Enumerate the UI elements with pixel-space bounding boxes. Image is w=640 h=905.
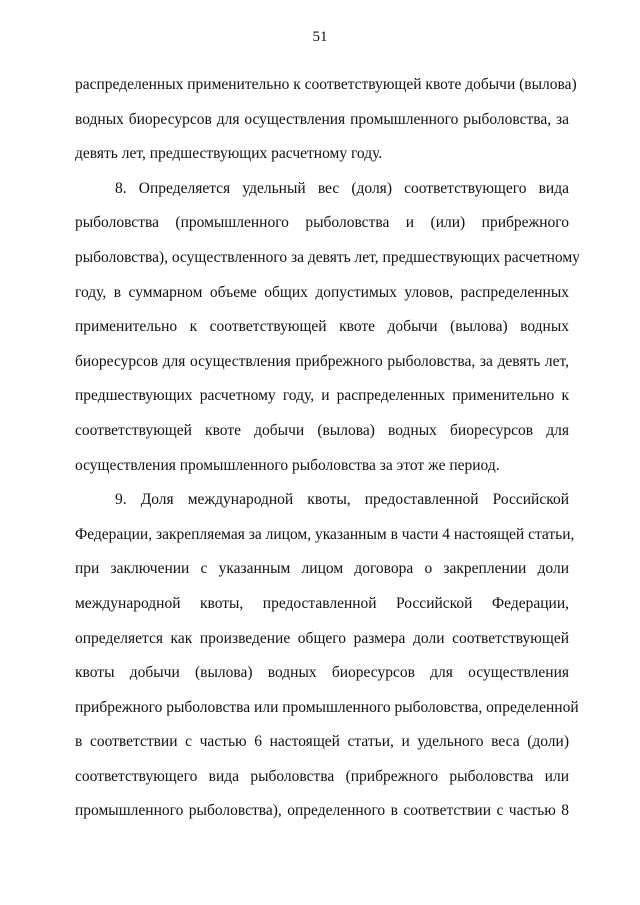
page-number: 51	[312, 29, 328, 45]
text-line: прибрежного рыболовства или промышленного рыболовства, определенной	[75, 698, 579, 716]
text-line: Федерации, закрепляемая за лицом, указанным в части 4 настоящей статьи,	[75, 525, 575, 543]
text-line: году, в суммарном объеме общих допустимых уловов, распределенных	[75, 283, 569, 301]
text-line: международной квоты, предоставленной Российской Федерации,	[75, 594, 569, 612]
text-line: водных биоресурсов для осуществления промышленного рыболовства, за	[75, 110, 569, 128]
text-line: предшествующих расчетному году, и распределенных применительно к	[75, 387, 569, 405]
text-line: промышленного рыболовства), определенного в соответствии с частью 8	[75, 802, 569, 820]
text-line: осуществления промышленного рыболовства за этот же период.	[75, 456, 500, 474]
document-body	[75, 68, 580, 829]
paragraph-8-start: 8. Определяется удельный вес (доля) соответствующего вида	[115, 179, 569, 197]
paragraph-9-start: 9. Доля международной квоты, предоставленной Российской	[115, 491, 569, 509]
text-line: соответствующего вида рыболовства (прибрежного рыболовства или	[75, 767, 569, 785]
text-line: соответствующей квоте добычи (вылова) водных биоресурсов для	[75, 421, 569, 439]
text-line: определяется как произведение общего размера доли соответствующей	[75, 629, 569, 647]
text-line: рыболовства), осуществленного за девять лет, предшествующих расчетному	[75, 248, 580, 266]
text-line: в соответствии с частью 6 настоящей статьи, и удельного веса (доли)	[75, 733, 569, 751]
text-line: применительно к соответствующей квоте добычи (вылова) водных	[75, 318, 569, 336]
text-line: при заключении с указанным лицом договора о закреплении доли	[75, 560, 569, 578]
text-line: биоресурсов для осуществления прибрежного рыболовства, за девять лет,	[75, 352, 569, 370]
text-line: рыболовства (промышленного рыболовства и (или) прибрежного	[75, 214, 569, 232]
text-line: девять лет, предшествующих расчетному году.	[75, 145, 383, 163]
text-line: квоты добычи (вылова) водных биоресурсов для осуществления	[75, 664, 569, 682]
text-line: распределенных применительно к соответствующей квоте добычи (вылова)	[75, 76, 577, 93]
